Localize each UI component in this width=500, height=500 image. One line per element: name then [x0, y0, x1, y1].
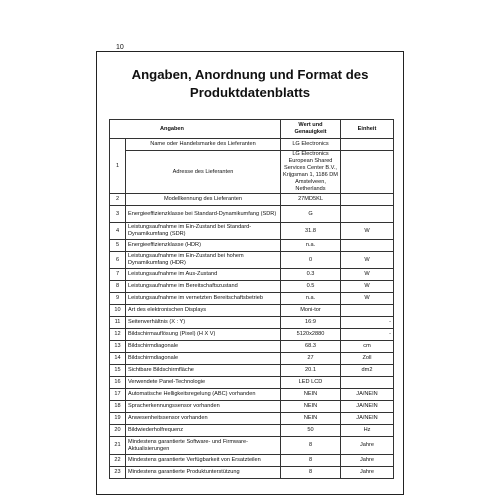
table-row — [110, 389, 394, 401]
row-unit — [341, 151, 394, 194]
product-data-table — [109, 119, 394, 479]
row-unit: Jahre — [341, 437, 394, 455]
row-value: G — [281, 206, 341, 223]
header-angaben: Angaben — [110, 120, 281, 139]
row-unit — [341, 305, 394, 317]
header-wert: Wert und Genauigkeit — [281, 120, 341, 139]
page-number: 10 — [116, 44, 124, 51]
row-label: Sichtbare Bildschirmfläche — [126, 365, 281, 377]
row-number: 5 — [110, 240, 126, 252]
title-line-1: Angaben, Anordnung und Format des — [131, 67, 369, 82]
row-unit — [341, 377, 394, 389]
table-row — [110, 151, 394, 194]
row-unit: W — [341, 293, 394, 305]
row-unit: JA/NEIN — [341, 401, 394, 413]
row-label: Leistungsaufnahme im Bereitschaftszustand — [126, 281, 281, 293]
row-label: Name oder Handelsmarke des Lieferanten — [126, 139, 281, 151]
row-number: 8 — [110, 281, 126, 293]
row-number: 23 — [110, 467, 126, 479]
row-label: Automatische Helligkeitsregelung (ABC) vorhanden — [126, 389, 281, 401]
row-label: Anwesenheitssensor vorhanden — [126, 413, 281, 425]
table-header-row — [110, 120, 394, 139]
row-value: LED LCD — [281, 377, 341, 389]
row-value: 8 — [281, 437, 341, 455]
row-label: Leistungsaufnahme im Aus-Zustand — [126, 269, 281, 281]
table-row — [110, 425, 394, 437]
row-label: Leistungsaufnahme im vernetzten Bereitschaftsbetrieb — [126, 293, 281, 305]
row-label: Verwendete Panel-Technologie — [126, 377, 281, 389]
table-row — [110, 194, 394, 206]
row-number: 6 — [110, 252, 126, 269]
row-unit: - — [341, 317, 394, 329]
header-einheit: Einheit — [341, 120, 394, 139]
title-line-2: Produktdatenblatts — [189, 85, 311, 100]
row-value: 8 — [281, 455, 341, 467]
table-row — [110, 413, 394, 425]
row-unit: W — [341, 252, 394, 269]
row-unit: JA/NEIN — [341, 389, 394, 401]
table-row — [110, 317, 394, 329]
row-unit — [341, 240, 394, 252]
row-value: 0.5 — [281, 281, 341, 293]
row-number: 12 — [110, 329, 126, 341]
table-row — [110, 401, 394, 413]
table-row — [110, 467, 394, 479]
row-value: Moni-tor — [281, 305, 341, 317]
row-value: NEIN — [281, 389, 341, 401]
row-number: 7 — [110, 269, 126, 281]
row-unit: JA/NEIN — [341, 413, 394, 425]
row-label: Art des elektronischen Displays — [126, 305, 281, 317]
table-row — [110, 365, 394, 377]
row-unit — [341, 194, 394, 206]
row-number: 3 — [110, 206, 126, 223]
row-number: 16 — [110, 377, 126, 389]
row-value: NEIN — [281, 413, 341, 425]
row-number: 1 — [110, 139, 126, 194]
row-number: 2 — [110, 194, 126, 206]
table-row — [110, 139, 394, 151]
row-label: Spracherkennungssensor vorhanden — [126, 401, 281, 413]
row-unit: Zoll — [341, 353, 394, 365]
row-unit: - — [341, 329, 394, 341]
row-number: 11 — [110, 317, 126, 329]
document-frame — [96, 51, 404, 495]
row-value: n.a. — [281, 293, 341, 305]
row-value: 50 — [281, 425, 341, 437]
row-label: Bildschirmdiagonale — [126, 353, 281, 365]
table-row — [110, 437, 394, 455]
row-number: 4 — [110, 223, 126, 240]
row-unit: Hz — [341, 425, 394, 437]
row-label: Leistungsaufnahme im Ein-Zustand bei Standard-Dynamikumfang (SDR) — [126, 223, 281, 240]
row-label: Energieeffizienzklasse bei Standard-Dynamikumfang (SDR) — [126, 206, 281, 223]
row-value: 8 — [281, 467, 341, 479]
row-value: 68.3 — [281, 341, 341, 353]
table-row — [110, 252, 394, 269]
table-row — [110, 377, 394, 389]
row-number: 22 — [110, 455, 126, 467]
row-number: 19 — [110, 413, 126, 425]
row-number: 18 — [110, 401, 126, 413]
row-value: 0 — [281, 252, 341, 269]
row-label: Bildschirmauflösung (Pixel) (H X V) — [126, 329, 281, 341]
row-unit — [341, 139, 394, 151]
table-row — [110, 455, 394, 467]
row-value: 0.3 — [281, 269, 341, 281]
document-title — [97, 66, 403, 102]
row-unit: W — [341, 269, 394, 281]
row-number: 15 — [110, 365, 126, 377]
row-label: Seitenverhältnis (X : Y) — [126, 317, 281, 329]
table-row — [110, 281, 394, 293]
row-unit — [341, 206, 394, 223]
row-unit: W — [341, 223, 394, 240]
row-label: Energieeffizienzklasse (HDR) — [126, 240, 281, 252]
row-value: 27 — [281, 353, 341, 365]
row-label: Mindestens garantierte Software- und Firmware-Aktualisierungen — [126, 437, 281, 455]
table-row — [110, 305, 394, 317]
row-number: 17 — [110, 389, 126, 401]
row-value: LG Electronics — [281, 139, 341, 151]
row-label: Adresse des Lieferanten — [126, 151, 281, 194]
row-value: 16:9 — [281, 317, 341, 329]
row-number: 13 — [110, 341, 126, 353]
row-number: 14 — [110, 353, 126, 365]
row-unit: cm — [341, 341, 394, 353]
row-unit: dm2 — [341, 365, 394, 377]
table-row — [110, 353, 394, 365]
row-value: n.a. — [281, 240, 341, 252]
row-value: 31.8 — [281, 223, 341, 240]
row-label: Bildschirmdiagonale — [126, 341, 281, 353]
row-label: Leistungsaufnahme im Ein-Zustand bei hohem Dynamikumfang (HDR) — [126, 252, 281, 269]
row-unit: Jahre — [341, 467, 394, 479]
row-value: 5120x2880 — [281, 329, 341, 341]
row-value: 20.1 — [281, 365, 341, 377]
table-row — [110, 293, 394, 305]
row-label: Modellkennung des Lieferanten — [126, 194, 281, 206]
row-value: NEIN — [281, 401, 341, 413]
row-value: 27MD5KL — [281, 194, 341, 206]
row-label: Mindestens garantierte Produktunterstützung — [126, 467, 281, 479]
table-row — [110, 329, 394, 341]
row-number: 21 — [110, 437, 126, 455]
table-row — [110, 341, 394, 353]
table-row — [110, 206, 394, 223]
row-label: Mindestens garantierte Verfügbarkeit von Ersatzteilen — [126, 455, 281, 467]
table-row — [110, 223, 394, 240]
row-unit: Jahre — [341, 455, 394, 467]
row-number: 20 — [110, 425, 126, 437]
row-label: Bildwiederholfrequenz — [126, 425, 281, 437]
table-row — [110, 269, 394, 281]
row-value: LG Electronics European Shared Services Center B.V., Krijgsman 1, 1186 DM Amstelveen, Netherlands — [281, 151, 341, 194]
row-unit: W — [341, 281, 394, 293]
row-number: 9 — [110, 293, 126, 305]
row-number: 10 — [110, 305, 126, 317]
table-row — [110, 240, 394, 252]
